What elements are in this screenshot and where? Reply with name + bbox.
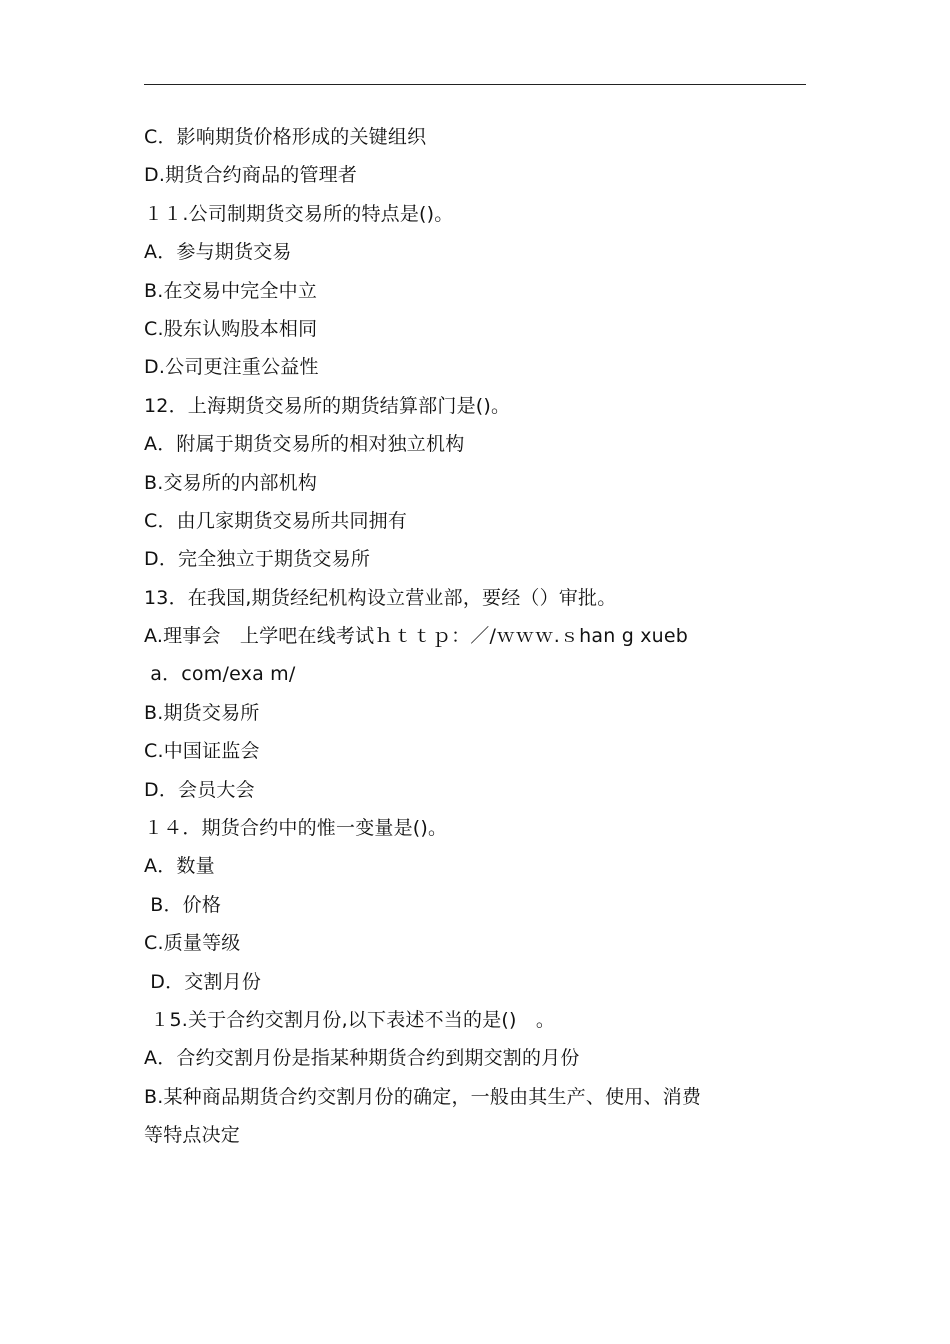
option-b-continued: 等特点决定: [144, 1124, 241, 1147]
option-b: B.交易所的内部机构: [144, 471, 318, 494]
option-c: C.质量等级: [144, 932, 241, 955]
question-12: 12．上海期货交易所的期货结算部门是()。: [144, 394, 511, 417]
option-a-continued: a．com/exa m/: [144, 663, 296, 686]
option-d: D．会员大会: [144, 778, 255, 801]
option-c: C.股东认购股本相同: [144, 317, 318, 340]
option-d: D．完全独立于期货交易所: [144, 548, 371, 571]
question-15: １5.关于合约交割月份,以下表述不当的是() 。: [144, 1008, 556, 1031]
option-d: D．交割月份: [144, 970, 262, 993]
text-line: C．影响期货价格形成的关键组织: [144, 126, 427, 148]
text-line: D.期货合约商品的管理者: [144, 164, 358, 187]
question-13: 13．在我国,期货经纪机构设立营业部，要经（）审批。: [144, 586, 617, 609]
option-b: B.某种商品期货合约交割月份的确定，一般由其生产、使用、消费: [144, 1085, 702, 1108]
header-rule: [144, 84, 806, 85]
option-a: A．数量: [144, 855, 215, 878]
option-a: A．合约交割月份是指某种期货合约到期交割的月份: [144, 1047, 580, 1070]
option-a: A．附属于期货交易所的相对独立机构: [144, 433, 465, 456]
option-c: C．由几家期货交易所共同拥有: [144, 509, 408, 532]
option-a: A．参与期货交易: [144, 241, 292, 264]
option-c: C.中国证监会: [144, 740, 260, 763]
option-d: D.公司更注重公益性: [144, 356, 319, 379]
option-b: B.在交易中完全中立: [144, 279, 318, 302]
option-a: A.理事会 上学吧在线考试ｈｔｔｐ：／/ｗｗｗ.ｓhan g xueb: [144, 625, 689, 648]
question-14: １４．期货合约中的惟一变量是()。: [144, 817, 448, 840]
question-11: １１.公司制期货交易所的特点是()。: [144, 202, 454, 225]
option-b: B.期货交易所: [144, 701, 260, 724]
option-b: B．价格: [144, 893, 222, 916]
document-body: [144, 118, 814, 1155]
